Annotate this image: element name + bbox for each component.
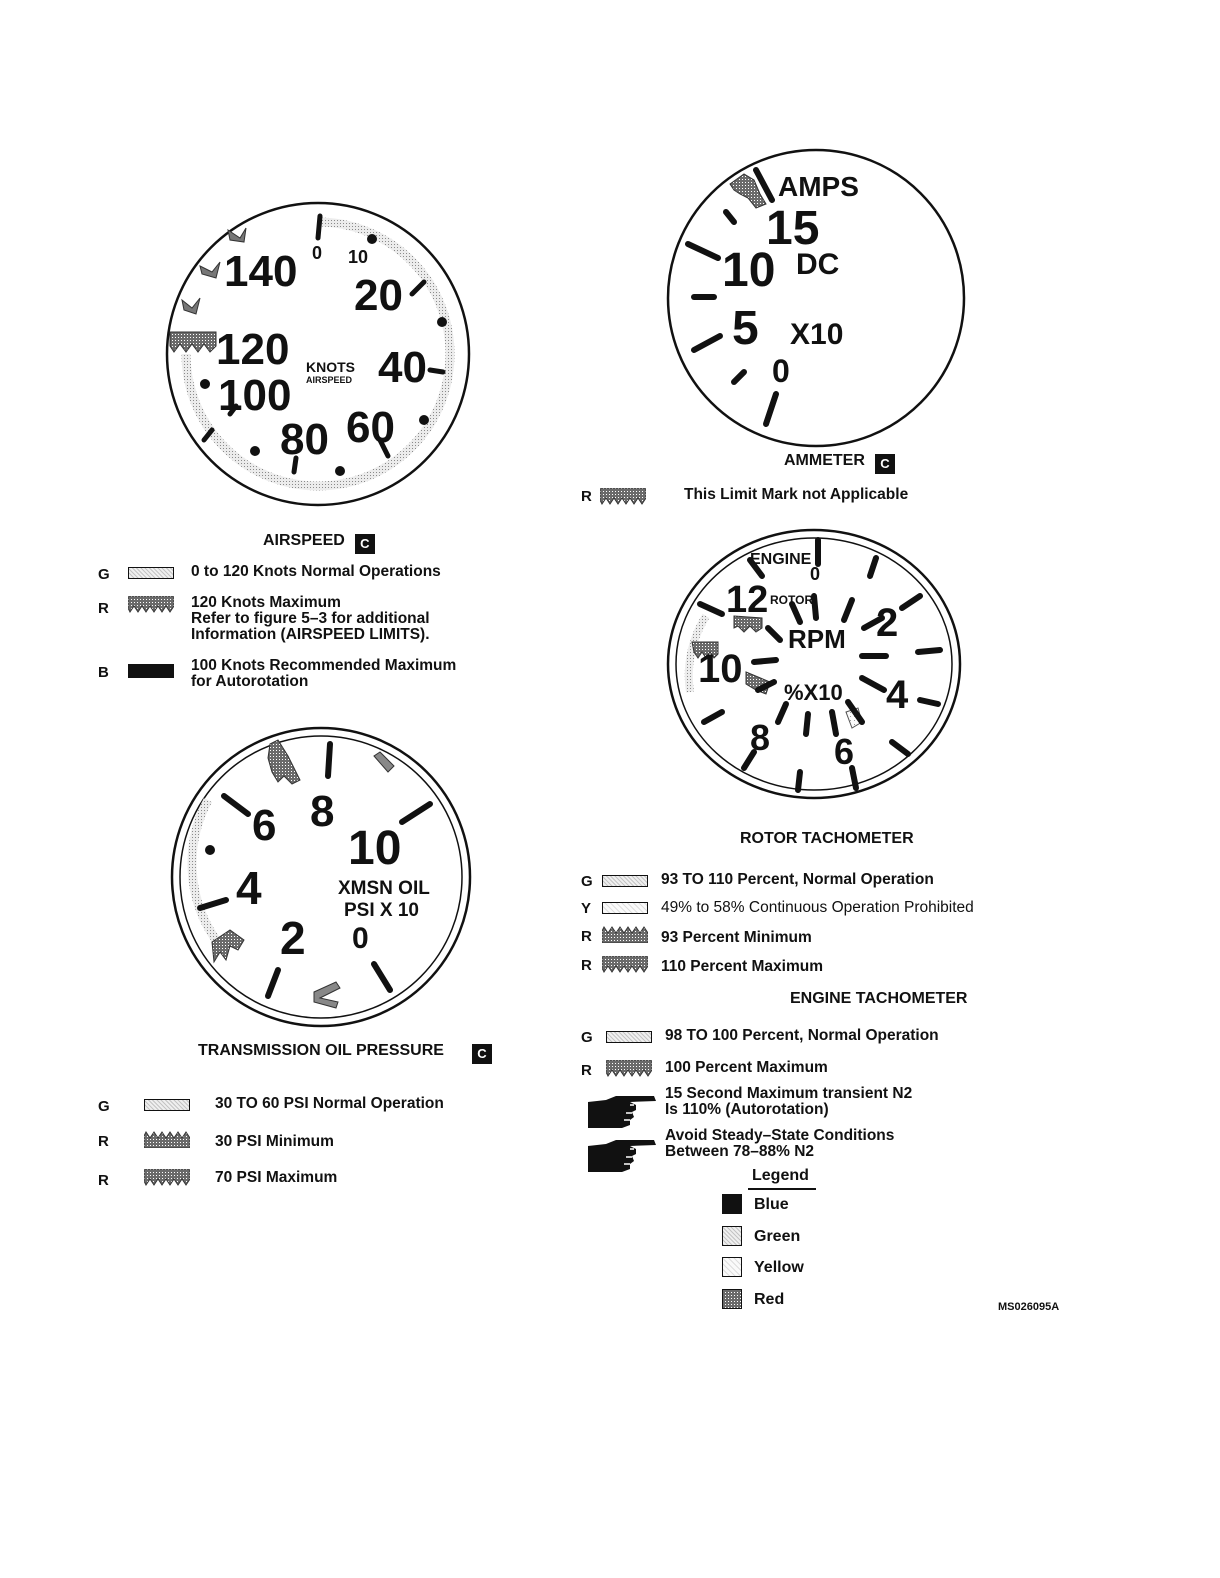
rotor-tach-label-engine: ENGINE <box>750 551 812 568</box>
rotor-tach-legend-code-y: Y <box>581 900 592 917</box>
rotor-tach-numeral-10: 10 <box>698 647 743 691</box>
rotor-tach-numeral-6: 6 <box>834 731 855 772</box>
airspeed-numeral-10: 10 <box>348 247 369 267</box>
ammeter-badge: C <box>875 454 895 474</box>
rotor-tach-legend-text-0: 93 TO 110 Percent, Normal Operation <box>661 871 934 888</box>
xmsn-oil-legend-text-2: 70 PSI Maximum <box>215 1169 338 1186</box>
green-swatch <box>606 1031 652 1043</box>
airspeed-numeral-80: 80 <box>280 415 329 464</box>
airspeed-numeral-40: 40 <box>378 343 427 392</box>
xmsn-oil-bezel-outer <box>172 728 470 1026</box>
red-min-swatch <box>144 1130 190 1148</box>
xmsn-oil-numeral-2: 2 <box>280 912 306 964</box>
airspeed-numeral-20: 20 <box>354 271 403 320</box>
rotor-tach-legend-code-g: G <box>581 873 593 890</box>
rotor-tach-numeral-8: 8 <box>750 717 771 758</box>
airspeed-numeral-0: 0 <box>312 243 323 263</box>
engine-tach-note-0b: Is 110% (Autorotation) <box>665 1101 829 1118</box>
xmsn-oil-numeral-8: 8 <box>310 787 335 836</box>
ammeter-numeral-10: 10 <box>722 244 776 297</box>
airspeed-legend-text-1b: Refer to figure 5–3 for additional <box>191 610 430 627</box>
airspeed-title <box>263 532 375 554</box>
red-max-swatch <box>606 1060 652 1078</box>
airspeed-legend-text-1a: 120 Knots Maximum <box>191 594 341 611</box>
rotor-tach-legend-code-r-max: R <box>581 957 592 974</box>
airspeed-legend-text-0: 0 to 120 Knots Normal Operations <box>191 563 441 580</box>
engine-tach-note-0a: 15 Second Maximum transient N2 <box>665 1085 913 1102</box>
engine-tach-title: ENGINE TACHOMETER <box>790 990 968 1007</box>
engine-tach-legend-code-r: R <box>581 1062 592 1079</box>
xmsn-oil-gauge <box>168 726 474 1028</box>
xmsn-oil-title <box>198 1042 492 1064</box>
color-key-title: Legend <box>752 1167 809 1184</box>
airspeed-title-text: AIRSPEED <box>263 532 345 549</box>
ammeter-label-dc: DC <box>796 248 840 281</box>
xmsn-oil-numeral-0: 0 <box>352 922 369 955</box>
airspeed-legend-code-g: G <box>98 566 110 583</box>
pointing-hand-icon <box>586 1092 658 1132</box>
ammeter-numeral-5: 5 <box>732 302 759 355</box>
xmsn-oil-numeral-4: 4 <box>236 862 262 914</box>
color-key-label-red: Red <box>754 1291 785 1308</box>
color-key-swatch-blue <box>722 1194 742 1214</box>
ammeter-title <box>784 452 895 474</box>
airspeed-numeral-60: 60 <box>346 403 395 452</box>
engine-tach-note-1a: Avoid Steady–State Conditions <box>665 1127 895 1144</box>
xmsn-oil-badge: C <box>472 1044 492 1064</box>
red-max-swatch <box>144 1169 190 1187</box>
color-key-swatch-yellow <box>722 1257 742 1277</box>
xmsn-oil-title-text: TRANSMISSION OIL PRESSURE <box>198 1042 444 1059</box>
red-max-swatch <box>600 488 646 506</box>
airspeed-label-knots: KNOTS <box>306 359 355 375</box>
engine-tach-legend-text-0: 98 TO 100 Percent, Normal Operation <box>665 1027 939 1044</box>
red-max-swatch <box>602 956 648 974</box>
airspeed-numeral-120: 120 <box>216 325 290 374</box>
xmsn-oil-numeral-10: 10 <box>348 822 402 875</box>
ammeter-label-x10: X10 <box>790 318 844 351</box>
rotor-tach-label-rpm: RPM <box>788 624 846 654</box>
rotor-tach-numeral-4: 4 <box>886 673 909 717</box>
rotor-tach-legend-text-3: 110 Percent Maximum <box>661 958 823 975</box>
engine-tach-legend-code-g: G <box>581 1029 593 1046</box>
pointing-hand-icon <box>586 1136 658 1176</box>
rotor-tach-label-rotor: ROTOR <box>770 593 814 607</box>
xmsn-oil-legend-text-0: 30 TO 60 PSI Normal Operation <box>215 1095 444 1112</box>
figure-id: MS026095A <box>998 1301 1060 1313</box>
engine-tach-legend-text-1: 100 Percent Maximum <box>665 1059 828 1076</box>
xmsn-oil-legend-code-r-max: R <box>98 1172 109 1189</box>
color-key-swatch-green <box>722 1226 742 1246</box>
rotor-tach-legend-code-r-min: R <box>581 928 592 945</box>
green-swatch <box>128 567 174 579</box>
color-key-label-green: Green <box>754 1228 801 1245</box>
airspeed-legend-text-2a: 100 Knots Recommended Maximum <box>191 657 457 674</box>
ammeter-legend-text-0: This Limit Mark not Applicable <box>684 486 909 503</box>
xmsn-oil-legend-text-1: 30 PSI Minimum <box>215 1133 334 1150</box>
airspeed-gauge <box>160 196 476 512</box>
rotor-tach-title: ROTOR TACHOMETER <box>740 830 914 847</box>
xmsn-oil-legend-code-r-min: R <box>98 1133 109 1150</box>
color-key-label-blue: Blue <box>754 1196 789 1213</box>
airspeed-badge: C <box>355 534 375 554</box>
blue-swatch <box>128 664 174 678</box>
rotor-tach-legend-text-2: 93 Percent Minimum <box>661 929 812 946</box>
xmsn-oil-dot <box>205 845 215 855</box>
airspeed-legend-text-2b: for Autorotation <box>191 673 309 690</box>
yellow-swatch <box>602 902 648 914</box>
airspeed-legend-code-b: B <box>98 664 109 681</box>
ammeter-title-text: AMMETER <box>784 452 865 469</box>
rotor-tach-numeral-12: 12 <box>726 579 769 621</box>
engine-tach-note-1b: Between 78–88% N2 <box>665 1143 815 1160</box>
ammeter-numeral-15: 15 <box>766 202 820 255</box>
airspeed-numeral-100: 100 <box>218 371 292 420</box>
xmsn-oil-label-bottom: PSI X 10 <box>344 900 419 921</box>
green-swatch <box>602 875 648 887</box>
rotor-tach-numeral-2: 2 <box>876 601 899 645</box>
airspeed-legend-text-1c: Information (AIRSPEED LIMITS). <box>191 626 430 643</box>
xmsn-oil-numeral-6: 6 <box>252 801 277 850</box>
red-max-swatch <box>128 596 174 614</box>
red-min-swatch <box>602 925 648 943</box>
color-key-underline <box>748 1188 816 1190</box>
color-key-label-yellow: Yellow <box>754 1259 804 1276</box>
rotor-tach-gauge <box>666 532 964 802</box>
color-key-swatch-red <box>722 1289 742 1309</box>
airspeed-legend-code-r: R <box>98 600 109 617</box>
rotor-tach-label-mult: %X10 <box>784 680 843 705</box>
airspeed-label-airspeed: AIRSPEED <box>306 375 353 385</box>
ammeter-legend-code-r: R <box>581 488 592 505</box>
ammeter-label-amps: AMPS <box>778 171 859 202</box>
xmsn-oil-legend-code-g: G <box>98 1098 110 1115</box>
rotor-tach-numeral-0: 0 <box>810 564 821 584</box>
green-swatch <box>144 1099 190 1111</box>
airspeed-numeral-140: 140 <box>224 247 298 296</box>
xmsn-oil-label-top: XMSN OIL <box>338 878 430 899</box>
ammeter-gauge <box>664 146 968 450</box>
rotor-tach-legend-text-1: 49% to 58% Continuous Operation Prohibited <box>661 899 974 916</box>
ammeter-numeral-0: 0 <box>772 353 790 389</box>
